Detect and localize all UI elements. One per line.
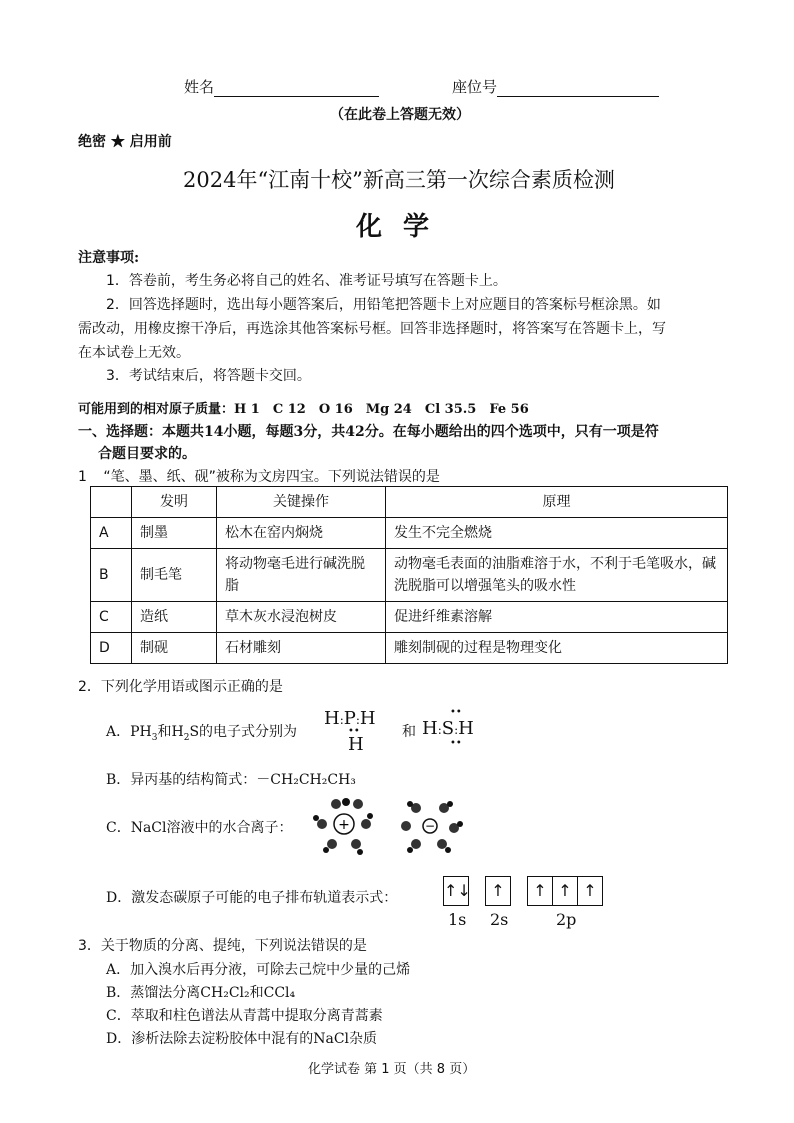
svg-text:+: + xyxy=(338,817,350,833)
orbital-box: ↑↓ xyxy=(444,881,471,900)
header-cell xyxy=(91,487,132,518)
orbital-box: ↑ xyxy=(583,881,597,900)
orbital-2p xyxy=(527,876,603,906)
h2s-h2: H xyxy=(458,718,474,739)
table-row xyxy=(91,602,728,633)
instruction-item: 2．回答选择题时，选出每小题答案后，用铅笔把答题卡上对应题目的答案标号框涂黑。如 xyxy=(106,297,661,313)
table-cell: 草木灰水浸泡树皮 xyxy=(217,602,386,633)
instruction-item: 需改动，用橡皮擦干净后，再选涂其他答案标号框。回答非选择题时，将答案写在答题卡上，写 xyxy=(78,321,666,337)
orbital-label-2s: 2s xyxy=(490,910,509,929)
q3-option-b: B．蒸馏法分离CH₂Cl₂和CCl₄ xyxy=(106,985,296,1001)
orbital-box: ↑ xyxy=(528,877,553,905)
q3-stem: 3．关于物质的分离、提纯，下列说法错误的是 xyxy=(78,938,367,954)
atomic-masses: 可能用到的相对原子质量：H 1 C 12 O 16 Mg 24 Cl 35.5 Fe 56 xyxy=(78,402,529,417)
table-cell: 制墨 xyxy=(132,518,217,549)
notice-text: （在此卷上答题无效） xyxy=(330,107,470,123)
q1-number: 1 xyxy=(78,469,87,485)
q2-a-join: 和 xyxy=(402,724,416,740)
q1-stem xyxy=(78,466,440,486)
orbital-1s xyxy=(443,876,469,906)
table-header-row xyxy=(91,487,728,518)
svg-text:−: − xyxy=(424,819,436,833)
name-field[interactable] xyxy=(184,76,379,97)
q1-table xyxy=(90,486,728,664)
table-cell: 造纸 xyxy=(132,602,217,633)
instruction-item: 3．考试结束后，将答题卡交回。 xyxy=(106,368,311,384)
orbital-box: ↑ xyxy=(491,881,505,900)
name-label: 姓名 xyxy=(184,78,215,96)
ph3-dots: •• xyxy=(348,726,360,737)
table-cell: B xyxy=(91,549,132,602)
secret-label: 绝密 ★ 启用前 xyxy=(78,134,172,150)
table-cell: 石材雕刻 xyxy=(217,633,386,664)
table-cell: 制砚 xyxy=(132,633,217,664)
table-row xyxy=(91,549,728,602)
table-cell: 雕刻制砚的过程是物理变化 xyxy=(386,633,728,664)
header-cell: 原理 xyxy=(386,487,728,518)
sodium-ion xyxy=(313,798,373,855)
table-cell: 松木在窑内焖烧 xyxy=(217,518,386,549)
q3-option-a: A．加入溴水后再分液，可除去己烷中少量的己烯 xyxy=(106,962,411,978)
orbital-box: ↑ xyxy=(553,877,578,905)
q2-a-mid: 和H xyxy=(157,724,184,740)
q2-option-b: B．异丙基的结构简式：－CH₂CH₂CH₃ xyxy=(106,772,356,788)
chloride-ion xyxy=(401,801,463,853)
table-cell: 制毛笔 xyxy=(132,549,217,602)
h2s-formula: H:S:H xyxy=(422,718,474,739)
header-cell: 发明 xyxy=(132,487,217,518)
orbital-2s xyxy=(485,876,511,906)
orbital-label-2p: 2p xyxy=(556,910,577,929)
q3-option-d: D．渗析法除去淀粉胶体中混有的NaCl杂质 xyxy=(106,1031,378,1047)
q2-a-sub1: 3 xyxy=(151,732,158,743)
table-cell: 发生不完全燃烧 xyxy=(386,518,728,549)
table-cell: D xyxy=(91,633,132,664)
q2-option-d: D．激发态碳原子可能的电子排布轨道表示式： xyxy=(106,890,398,906)
section1-line1: 一、选择题：本题共14小题，每题3分，共42分。在每小题给出的四个选项中，只有一项是符 xyxy=(78,424,659,440)
section1-line2: 合题目要求的。 xyxy=(98,446,196,462)
h2s-h1: H xyxy=(422,718,438,739)
q2-a-text: S的电子式分别为 xyxy=(189,724,298,740)
h2s-s: S xyxy=(441,718,455,739)
table-cell: 促进纤维素溶解 xyxy=(386,602,728,633)
q2-a-prefix: A．PH xyxy=(106,724,152,740)
table-row xyxy=(91,633,728,664)
seat-label: 座位号 xyxy=(452,78,498,96)
subject-title: 化 学 xyxy=(356,212,436,242)
q2-option-a xyxy=(106,721,297,743)
q2-a-sub2: 2 xyxy=(183,732,190,743)
seat-field[interactable] xyxy=(452,76,659,97)
ph3-h1: H xyxy=(324,708,340,729)
instruction-item: 1．答卷前，考生务必将自己的姓名、准考证号填写在答题卡上。 xyxy=(106,273,507,289)
ph3-h2: H xyxy=(359,708,376,729)
q2-option-c: C．NaCl溶液中的水合离子： xyxy=(106,820,293,836)
q3-option-c: C．萃取和柱色谱法从青蒿中提取分离青蒿素 xyxy=(106,1008,383,1024)
hydrated-ions-diagram xyxy=(312,796,472,856)
page-footer: 化学试卷 第 1 页（共 8 页） xyxy=(308,1062,476,1077)
header-cell: 关键操作 xyxy=(217,487,386,518)
exam-title: 2024年“江南十校”新高三第一次综合素质检测 xyxy=(183,168,615,192)
instruction-item: 在本试卷上无效。 xyxy=(78,345,190,361)
table-cell: A xyxy=(91,518,132,549)
ph3-formula: H:P:H xyxy=(324,708,376,729)
table-cell: 将动物毫毛进行碱洗脱脂 xyxy=(217,549,386,602)
orbital-label-1s: 1s xyxy=(448,910,467,929)
table-row xyxy=(91,518,728,549)
table-cell: C xyxy=(91,602,132,633)
table-cell: 动物毫毛表面的油脂难溶于水，不利于毛笔吸水，碱洗脱脂可以增强笔头的吸水性 xyxy=(386,549,728,602)
q1-stem-text: “笔、墨、纸、砚”被称为文房四宝。下列说法错误的是 xyxy=(103,469,440,485)
ph3-p: P xyxy=(343,708,356,729)
instructions-heading: 注意事项: xyxy=(78,250,140,266)
q2-stem: 2．下列化学用语或图示正确的是 xyxy=(78,679,283,695)
h2s-top-dots: •• xyxy=(450,707,462,718)
ph3-h3: H xyxy=(348,734,364,755)
h2s-bottom-dots: •• xyxy=(450,738,462,749)
